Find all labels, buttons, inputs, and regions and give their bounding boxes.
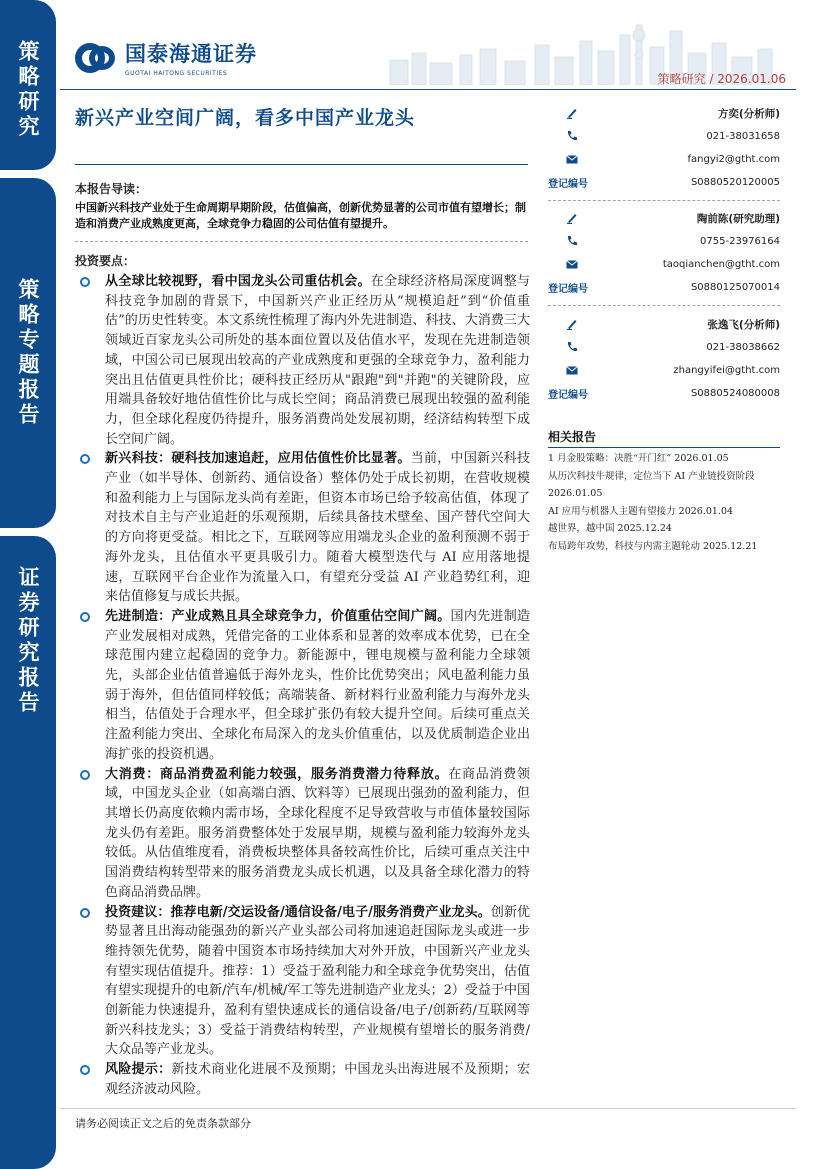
phone-icon bbox=[566, 235, 578, 247]
registration-number: S0880524080008 bbox=[690, 388, 780, 399]
point-item bbox=[75, 607, 530, 765]
related-report-link[interactable]: 越世界，越中国 2025.12.24 bbox=[548, 523, 672, 534]
email-icon bbox=[566, 364, 578, 376]
header-separator: / bbox=[709, 72, 714, 86]
point-item bbox=[75, 903, 530, 1061]
related-divider bbox=[548, 447, 780, 448]
point-lead: 先进制造：产业成熟且具全球竞争力，价值重估空间广阔。 bbox=[105, 608, 451, 624]
analyst-card bbox=[548, 102, 780, 194]
point-text: 国内先进制造产业发展相对成熟，凭借完备的工业体系和显著的效率成本优势，已在全球范围内建立起稳固的竞争力。新能源中，锂电规模与盈利能力全球领先，头部企业估值普遍低于海外龙头，性价比优势突出；风电盈利能力虽弱于海外，但估值同样较低；高端装备、新材料行业盈利能力与海外龙头相当，估值处于合理水平，但全球扩张仍有较大提升空间。后续可重点关注盈利能力突出、全球化布局深入的龙头价值重估，以及优质制造企业出海扩张的投资机遇。 bbox=[105, 608, 530, 762]
investment-points bbox=[75, 272, 530, 1100]
bullet-icon bbox=[80, 1065, 90, 1075]
guide-heading: 本报告导读： bbox=[75, 182, 148, 196]
report-title: 新兴产业空间广阔，看多中国产业龙头 bbox=[75, 107, 416, 129]
header-category: 策略研究 bbox=[657, 72, 706, 86]
bullet-icon bbox=[80, 277, 90, 287]
analyst-email[interactable]: taoqianchen@gtht.com bbox=[662, 259, 780, 270]
bullet-icon bbox=[80, 770, 90, 780]
point-lead: 新兴科技：硬科技加速追赶，应用估值性价比显著。 bbox=[105, 451, 411, 467]
point-lead: 投资建议：推荐电新/交运设备/通信设备/电子/服务消费产业龙头。 bbox=[105, 904, 491, 920]
point-lead: 从全球比较视野，看中国龙头公司重估机会。 bbox=[105, 274, 371, 289]
registration-number: S0880125070014 bbox=[690, 282, 780, 293]
company-logo bbox=[75, 38, 257, 77]
email-icon bbox=[566, 153, 578, 165]
point-text: 创新优势显著且出海动能强劲的新兴产业头部公司将加速追赶国际龙头或进一步维持领先优势，随着中国资本市场持续加大对外开放，中国新兴产业龙头有望实现估值提升。推荐：1）受益于盈利能力和全球竞争优势突出，估值有望实现提升的电新/汽车/机械/军工等先进制造产业龙头；2）受益于中国创新能力快速提升，盈利有望快速成长的通信设备/电子/创新药/互联网等新兴科技龙头；3）受益于消费结构转型，产业规模有望增长的服务消费/大众品等产业龙头。 bbox=[105, 904, 530, 1058]
point-text: 在商品消费领域，中国龙头企业（如高端白酒、饮料等）已展现出强劲的盈利能力，但其增长仍高度依赖内需市场，全球化程度不足导致营收与市值体量较国际龙头仍有差距。服务消费整体处于发展早期，规模与盈利能力较海外龙头较低。从估值维度看，消费板块整体具备较高性价比，后续可重点关注中国消费结构转型带来的服务消费龙头成长机遇，以及具备全球化潜力的特色商品消费品牌。 bbox=[105, 766, 530, 900]
analyst-card bbox=[548, 313, 780, 405]
side-label-strategy: 策略研究 bbox=[0, 0, 56, 170]
guide-text: 中国新兴科技产业处于生命周期早期阶段，估值偏高，创新优势显著的公司市值有望增长；制造和消费产业成熟度更高，全球竞争力稳固的公司估值有望提升。 bbox=[75, 201, 526, 230]
pen-icon bbox=[566, 107, 578, 119]
point-item bbox=[75, 1060, 530, 1099]
side-band bbox=[0, 0, 56, 1169]
analyst-divider bbox=[548, 305, 780, 306]
analyst-phone: 0755-23976164 bbox=[700, 236, 780, 247]
title-divider bbox=[75, 164, 528, 165]
registration-label: 登记编号 bbox=[548, 179, 588, 190]
side-label-research-report: 证券研究报告 bbox=[0, 536, 56, 1169]
analyst-name: 方奕(分析师) bbox=[717, 108, 780, 120]
analyst-name: 陶前陈(研究助理) bbox=[696, 213, 780, 225]
point-item bbox=[75, 449, 530, 607]
pen-icon bbox=[566, 212, 578, 224]
disclaimer-footer: 请务必阅读正文之后的免责条款部分 bbox=[75, 1117, 251, 1130]
points-heading: 投资要点： bbox=[75, 254, 136, 268]
logo-name-en: GUOTAI HAITONG SECURITIES bbox=[125, 70, 228, 77]
phone-icon bbox=[566, 130, 578, 142]
bullet-icon bbox=[80, 454, 90, 464]
analyst-name: 张逸飞(分析师) bbox=[707, 319, 780, 331]
phone-icon bbox=[566, 341, 578, 353]
header-meta bbox=[658, 70, 786, 87]
analyst-email[interactable]: fangyi2@gtht.com bbox=[687, 154, 780, 165]
bullet-icon bbox=[80, 612, 90, 622]
point-item bbox=[75, 272, 530, 449]
email-icon bbox=[566, 258, 578, 270]
related-reports-heading: 相关报告 bbox=[548, 430, 597, 444]
header-date: 2026.01.06 bbox=[717, 72, 786, 86]
analyst-email[interactable]: zhangyifei@gtht.com bbox=[673, 365, 780, 376]
guide-divider bbox=[75, 241, 528, 242]
registration-number: S0880520120005 bbox=[690, 177, 780, 188]
point-item bbox=[75, 765, 530, 903]
analyst-phone: 021-38031658 bbox=[706, 131, 780, 142]
point-text: 当前，中国新兴科技产业（如半导体、创新药、通信设备）整体仍处于成长初期，在营收规模和盈利能力上与国际龙头尚有差距，但资本市场已给予较高估值，体现了对技术自主与产业追赶的乐观预期，后续具备技术壁垒、国产替代空间大的方向将更受益。相比之下，互联网等应用端龙头企业的盈利预测不弱于海外龙头，且估值水平更具吸引力。随着大模型迭代与 AI 应用落地提速，互联网平台企业作为流量入口，有望充分受益 AI 产业趋势红利，迎来估值修复与成长共振。 bbox=[105, 451, 530, 605]
analyst-card bbox=[548, 207, 780, 299]
registration-label: 登记编号 bbox=[548, 284, 588, 295]
analyst-phone: 021-38038662 bbox=[706, 342, 780, 353]
logo-name-cn: 国泰海通证券 bbox=[125, 42, 257, 66]
point-text: 新技术商业化进展不及预期；中国龙头出海进展不及预期；宏观经济波动风险。 bbox=[105, 1062, 530, 1097]
footer-divider bbox=[60, 1108, 796, 1109]
point-text: 在全球经济格局深度调整与科技竞争加剧的背景下，中国新兴产业正经历从“规模追赶”到“价值重估”的历史性转变。本文系统性梳理了海内外先进制造、科技、大消费三大领域近百家龙头公司所处的基本面位置以及估值水平，发现在先进制造领域，中国公司已展现出较高的产业成熟度和更强的全球竞争力，盈利能力突出且估值更具性价比；硬科技正经历从"跟跑"到"并跑"的关键阶段，应用端具备较好地估值性价比与成长空间；商品消费已展现出较强的盈利能力，但全球化程度仍待提升，服务消费尚处发展初期，经济结构转型下成长空间广阔。 bbox=[105, 274, 530, 447]
bullet-icon bbox=[80, 908, 90, 918]
point-lead: 大消费：商品消费盈利能力较强，服务消费潜力待释放。 bbox=[105, 766, 449, 782]
pen-icon bbox=[566, 318, 578, 330]
header-divider bbox=[60, 89, 796, 90]
logo-mark-icon bbox=[75, 43, 119, 73]
point-lead: 风险提示： bbox=[105, 1062, 172, 1078]
related-report-link[interactable]: 布局跨年攻势，科技与内需主题轮动 2025.12.21 bbox=[548, 540, 758, 552]
related-reports-list bbox=[548, 450, 783, 555]
related-report-link[interactable]: AI 应用与机器人主题有望接力 2026.01.04 bbox=[548, 505, 734, 517]
registration-label: 登记编号 bbox=[548, 390, 588, 401]
related-report-link[interactable]: 从历次科技牛规律，定位当下 AI 产业链投资阶段 2026.01.05 bbox=[548, 470, 755, 499]
analyst-divider bbox=[548, 200, 780, 201]
side-label-special-report: 策略专题报告 bbox=[0, 178, 56, 528]
related-report-link[interactable]: 1 月金股策略：决胜“开门红” 2026.01.05 bbox=[548, 453, 729, 464]
